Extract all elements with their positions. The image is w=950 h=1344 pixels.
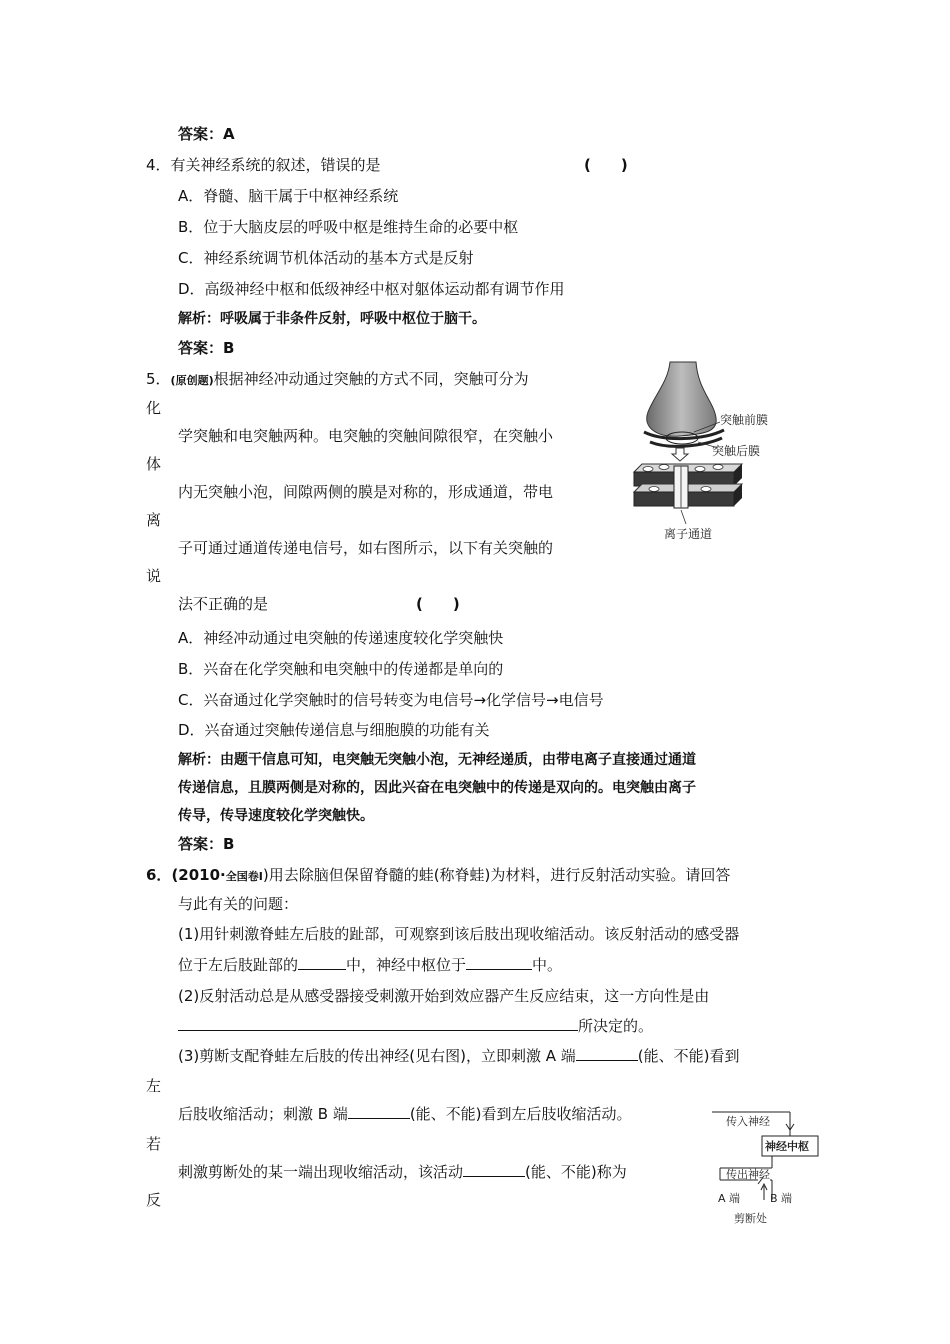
q6-number: 6． xyxy=(146,866,172,884)
q6-source-year: (2010· xyxy=(171,866,226,884)
q6-stem-a: )用去除脑但保留脊髓的蛙(称脊蛙)为材料，进行反射活动实验。请回答 xyxy=(262,866,731,884)
q6-part3-b-2: (能、不能)看到左后肢收缩活动。 xyxy=(409,1105,632,1123)
label-nerve-center: 神经中枢 xyxy=(765,1140,809,1153)
reflex-arc-figure xyxy=(708,1106,824,1228)
blank-nerve-center[interactable] xyxy=(466,955,532,970)
q5-option-a: A．神经冲动通过电突触的传递速度较化学突触快 xyxy=(178,629,504,647)
q6-part2-b xyxy=(178,1016,653,1036)
q5-wrap-char-3: 离 xyxy=(146,511,162,529)
cut-arrow-icon xyxy=(761,1184,767,1200)
q5-answer: 答案：B xyxy=(178,835,235,853)
q5-option-b: B．兴奋在化学突触和电突触中的传递都是单向的 xyxy=(178,660,504,678)
q5-tag: (原创题) xyxy=(170,374,214,387)
q4-analysis: 解析：呼吸属于非条件反射，呼吸中枢位于脑干。 xyxy=(178,311,486,327)
q6-part1-a: (1)用针刺激脊蛙左后肢的趾部，可观察到该后肢出现收缩活动。该反射活动的感受器 xyxy=(178,925,740,943)
synapse-figure xyxy=(624,360,794,550)
q5-wrap-char-1: 化 xyxy=(146,399,162,417)
q5-option-d: D．兴奋通过突触传递信息与细胞膜的功能有关 xyxy=(178,721,490,739)
q5-paren: ( ) xyxy=(416,595,460,613)
q6-part1-b-2: 中，神经中枢位于 xyxy=(346,956,467,974)
q5-wrap-char-4: 说 xyxy=(146,567,162,585)
label-ion-channel: 离子通道 xyxy=(664,527,713,541)
q5-option-c: C．兴奋通过化学突触时的信号转变为电信号→化学信号→电信号 xyxy=(178,691,604,709)
q6-part1-b xyxy=(178,955,562,975)
q4-option-c: C．神经系统调节机体活动的基本方式是反射 xyxy=(178,249,474,267)
q6-part3-c-2: (能、不能)称为 xyxy=(525,1163,627,1181)
q6-part3-a xyxy=(178,1046,739,1066)
q5-line-1 xyxy=(146,369,529,391)
q6-part3-c-1: 刺激剪断处的某一端出现收缩活动，该活动 xyxy=(178,1163,464,1181)
q6-wrap-char-2: 若 xyxy=(146,1135,162,1153)
blank-a-end[interactable] xyxy=(576,1046,638,1061)
q6-part3-a-2: (能、不能)看到 xyxy=(637,1047,740,1065)
label-b-end: B 端 xyxy=(770,1192,793,1205)
q6-part2-b-text: 所决定的。 xyxy=(578,1017,654,1035)
q6-stem-b: 与此有关的问题： xyxy=(178,895,299,913)
q4-answer: 答案：B xyxy=(178,339,235,357)
q6-part1-b-1: 位于左后肢趾部的 xyxy=(178,956,299,974)
q6-part2-a: (2)反射活动总是从感受器接受刺激开始到效应器产生反应结束，这一方向性是由 xyxy=(178,987,710,1005)
blank-reflex[interactable] xyxy=(463,1162,525,1177)
q6-part3-c xyxy=(178,1162,627,1182)
axon-terminal-shape xyxy=(647,362,716,436)
q5-line-1-text: 根据神经冲动通过突触的方式不同，突触可分为 xyxy=(213,370,529,388)
q6-source-exam: 全国卷Ⅰ xyxy=(225,870,263,883)
q5-number: 5． xyxy=(146,370,171,388)
q6-part3-b-1: 后肢收缩活动；刺激 B 端 xyxy=(178,1105,348,1123)
q5-line-4: 子可通过通道传递电信号，如右图所示，以下有关突触的 xyxy=(178,539,554,557)
q4-option-b: B．位于大脑皮层的呼吸中枢是维持生命的必要中枢 xyxy=(178,218,519,236)
q5-analysis-3: 传导，传导速度较化学突触快。 xyxy=(178,808,374,824)
label-cut-point: 剪断处 xyxy=(734,1212,767,1225)
blank-direction[interactable] xyxy=(178,1016,578,1031)
q6-line-1 xyxy=(146,865,730,887)
q5-analysis-2: 传递信息，且膜两侧是对称的，因此兴奋在电突触中的传递是双向的。电突触由离子 xyxy=(178,780,696,796)
q5-wrap-char-2: 体 xyxy=(146,455,162,473)
q6-part1-b-3: 中。 xyxy=(532,956,563,974)
q5-line-3: 内无突触小泡，间隙两侧的膜是对称的，形成通道，带电 xyxy=(178,483,554,501)
label-presynaptic-membrane: 突触前膜 xyxy=(720,413,769,427)
q6-wrap-char-3: 反 xyxy=(146,1191,162,1209)
q3-answer: 答案：A xyxy=(178,125,235,143)
q5-line-5: 法不正确的是 xyxy=(178,595,269,613)
q4-option-a: A．脊髓、脑干属于中枢神经系统 xyxy=(178,187,399,205)
blank-receptor[interactable] xyxy=(298,955,346,970)
q4-stem: 4．有关神经系统的叙述，错误的是 xyxy=(146,156,381,174)
q5-analysis-1: 解析：由题干信息可知，电突触无突触小泡，无神经递质，由带电离子直接通过通道 xyxy=(178,752,696,768)
label-a-end: A 端 xyxy=(718,1192,741,1205)
label-afferent-nerve: 传入神经 xyxy=(726,1115,770,1128)
q4-paren: ( ) xyxy=(584,156,628,174)
q5-line-2: 学突触和电突触两种。电突触的突触间隙很窄，在突触小 xyxy=(178,427,554,445)
q6-wrap-char-1: 左 xyxy=(146,1077,162,1095)
label-efferent-nerve: 传出神经 xyxy=(726,1168,770,1181)
q6-part3-a-1: (3)剪断支配脊蛙左后肢的传出神经(见右图)，立即刺激 A 端 xyxy=(178,1047,576,1065)
down-arrow-icon xyxy=(672,448,688,461)
blank-b-end[interactable] xyxy=(348,1104,410,1119)
q6-part3-b xyxy=(178,1104,632,1124)
label-postsynaptic-membrane: 突触后膜 xyxy=(712,444,761,458)
q4-option-d: D．高级神经中枢和低级神经中枢对躯体运动都有调节作用 xyxy=(178,280,565,298)
